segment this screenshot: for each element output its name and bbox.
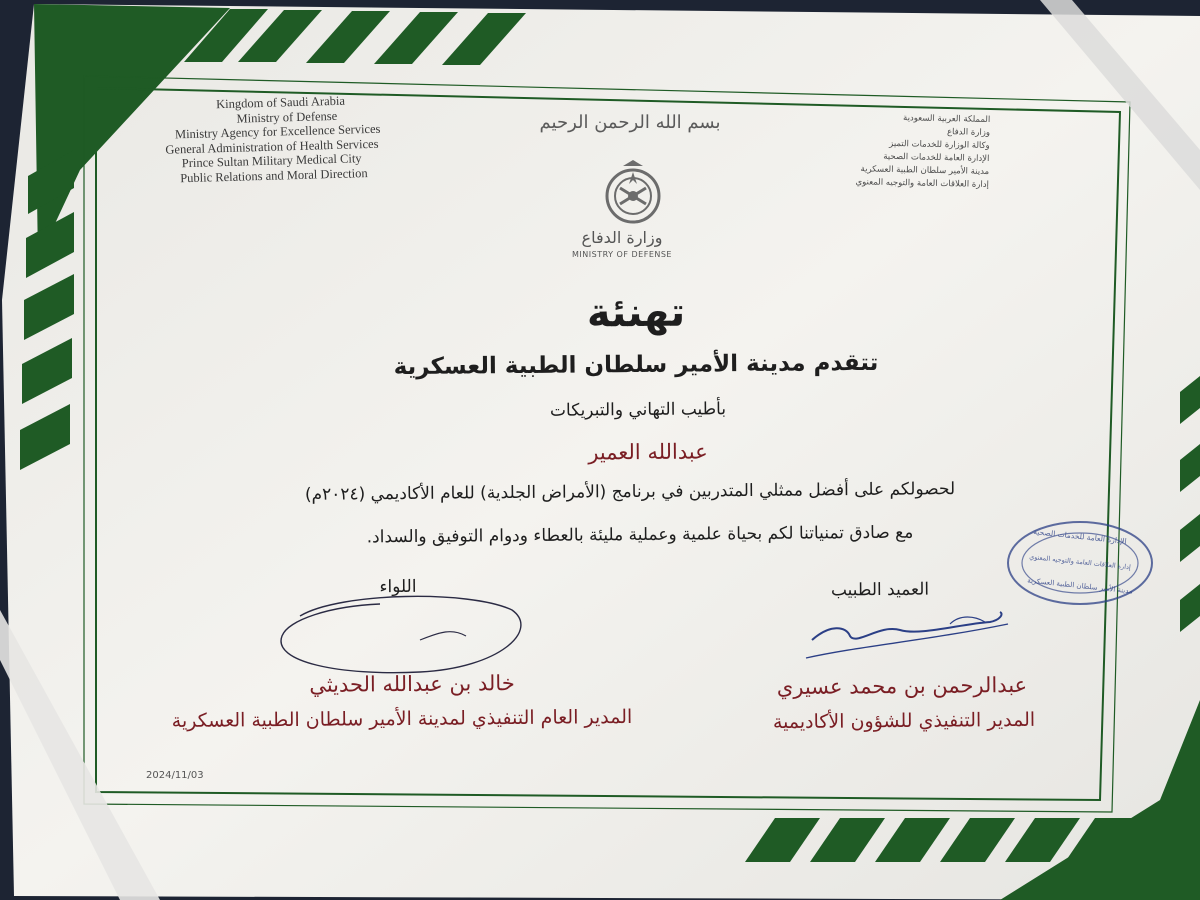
issue-date: 2024/11/03 [146,770,204,781]
recipient-name: عبدالله العمير [588,439,708,465]
left-signatory-rank: اللواء [379,576,417,598]
header-right-line-2: وزارة الدفاع [946,127,990,138]
header-left-line-5: Prince Sultan Military Medical City [181,151,362,171]
stamp-text-middle: إدارة العلاقات العامة والتوجيه المعنوي [1028,552,1132,572]
stamp-text-bottom: مدينة الأمير سلطان الطبية العسكرية [1026,576,1134,596]
header-left-line-4: General Administration of Health Services [165,136,379,157]
greeting-line: بأطيب التهاني والتبريكات [549,399,727,421]
ministry-name-ar: وزارة الدفاع [581,228,663,247]
right-signatory-rank: العميد الطبيب [830,579,930,601]
header-right-line-3: وكالة الوزارة للخدمات التميز [888,138,990,151]
header-right-line-6: إدارة العلاقات العامة والتوجيه المعنوي [855,177,989,190]
basmala: بسم الله الرحمن الرحيم [539,112,721,133]
right-signatory-title: المدير التنفيذي للشؤون الأكاديمية [772,708,1036,734]
wishes-line: مع صادق تمنياتنا لكم بحياة علمية وعملية مليئة بالعطاء ودوام التوفيق والسداد. [366,522,914,548]
left-signatory-name: خالد بن عبدالله الحديثي [309,671,515,697]
right-signatory-name: عبدالرحمن بن محمد عسيري [776,672,1028,700]
stamp-text-top: الإدارة العامة للخدمات الصحية [1032,527,1128,546]
achievement-line: لحصولكم على أفضل ممثلي المتدربين في برنامج (الأمراض الجلدية) للعام الأكاديمي (٢٠٢٤م) [304,479,956,505]
header-left-line-3: Ministry Agency for Excellence Services [174,121,381,142]
header-right-line-5: مدينة الأمير سلطان الطبية العسكرية [860,164,989,177]
header-left-line-6: Public Relations and Moral Direction [180,166,368,186]
left-signatory-title: المدير العام التنفيذي لمدينة الأمير سلطان الطبية العسكرية [171,705,633,733]
header-left-line-1: Kingdom of Saudi Arabia [215,93,346,112]
certificate-title: تهنئة [586,289,686,337]
header-right-line-1: المملكة العربية السعودية [902,113,990,125]
ministry-name-en: MINISTRY OF DEFENSE [572,250,672,259]
header-left-line-2: Ministry of Defense [236,108,338,126]
header-right-line-4: الإدارة العامة للخدمات الصحية [882,151,990,164]
certificate-subtitle: تتقدم مدينة الأمير سلطان الطبية العسكرية [393,349,879,381]
